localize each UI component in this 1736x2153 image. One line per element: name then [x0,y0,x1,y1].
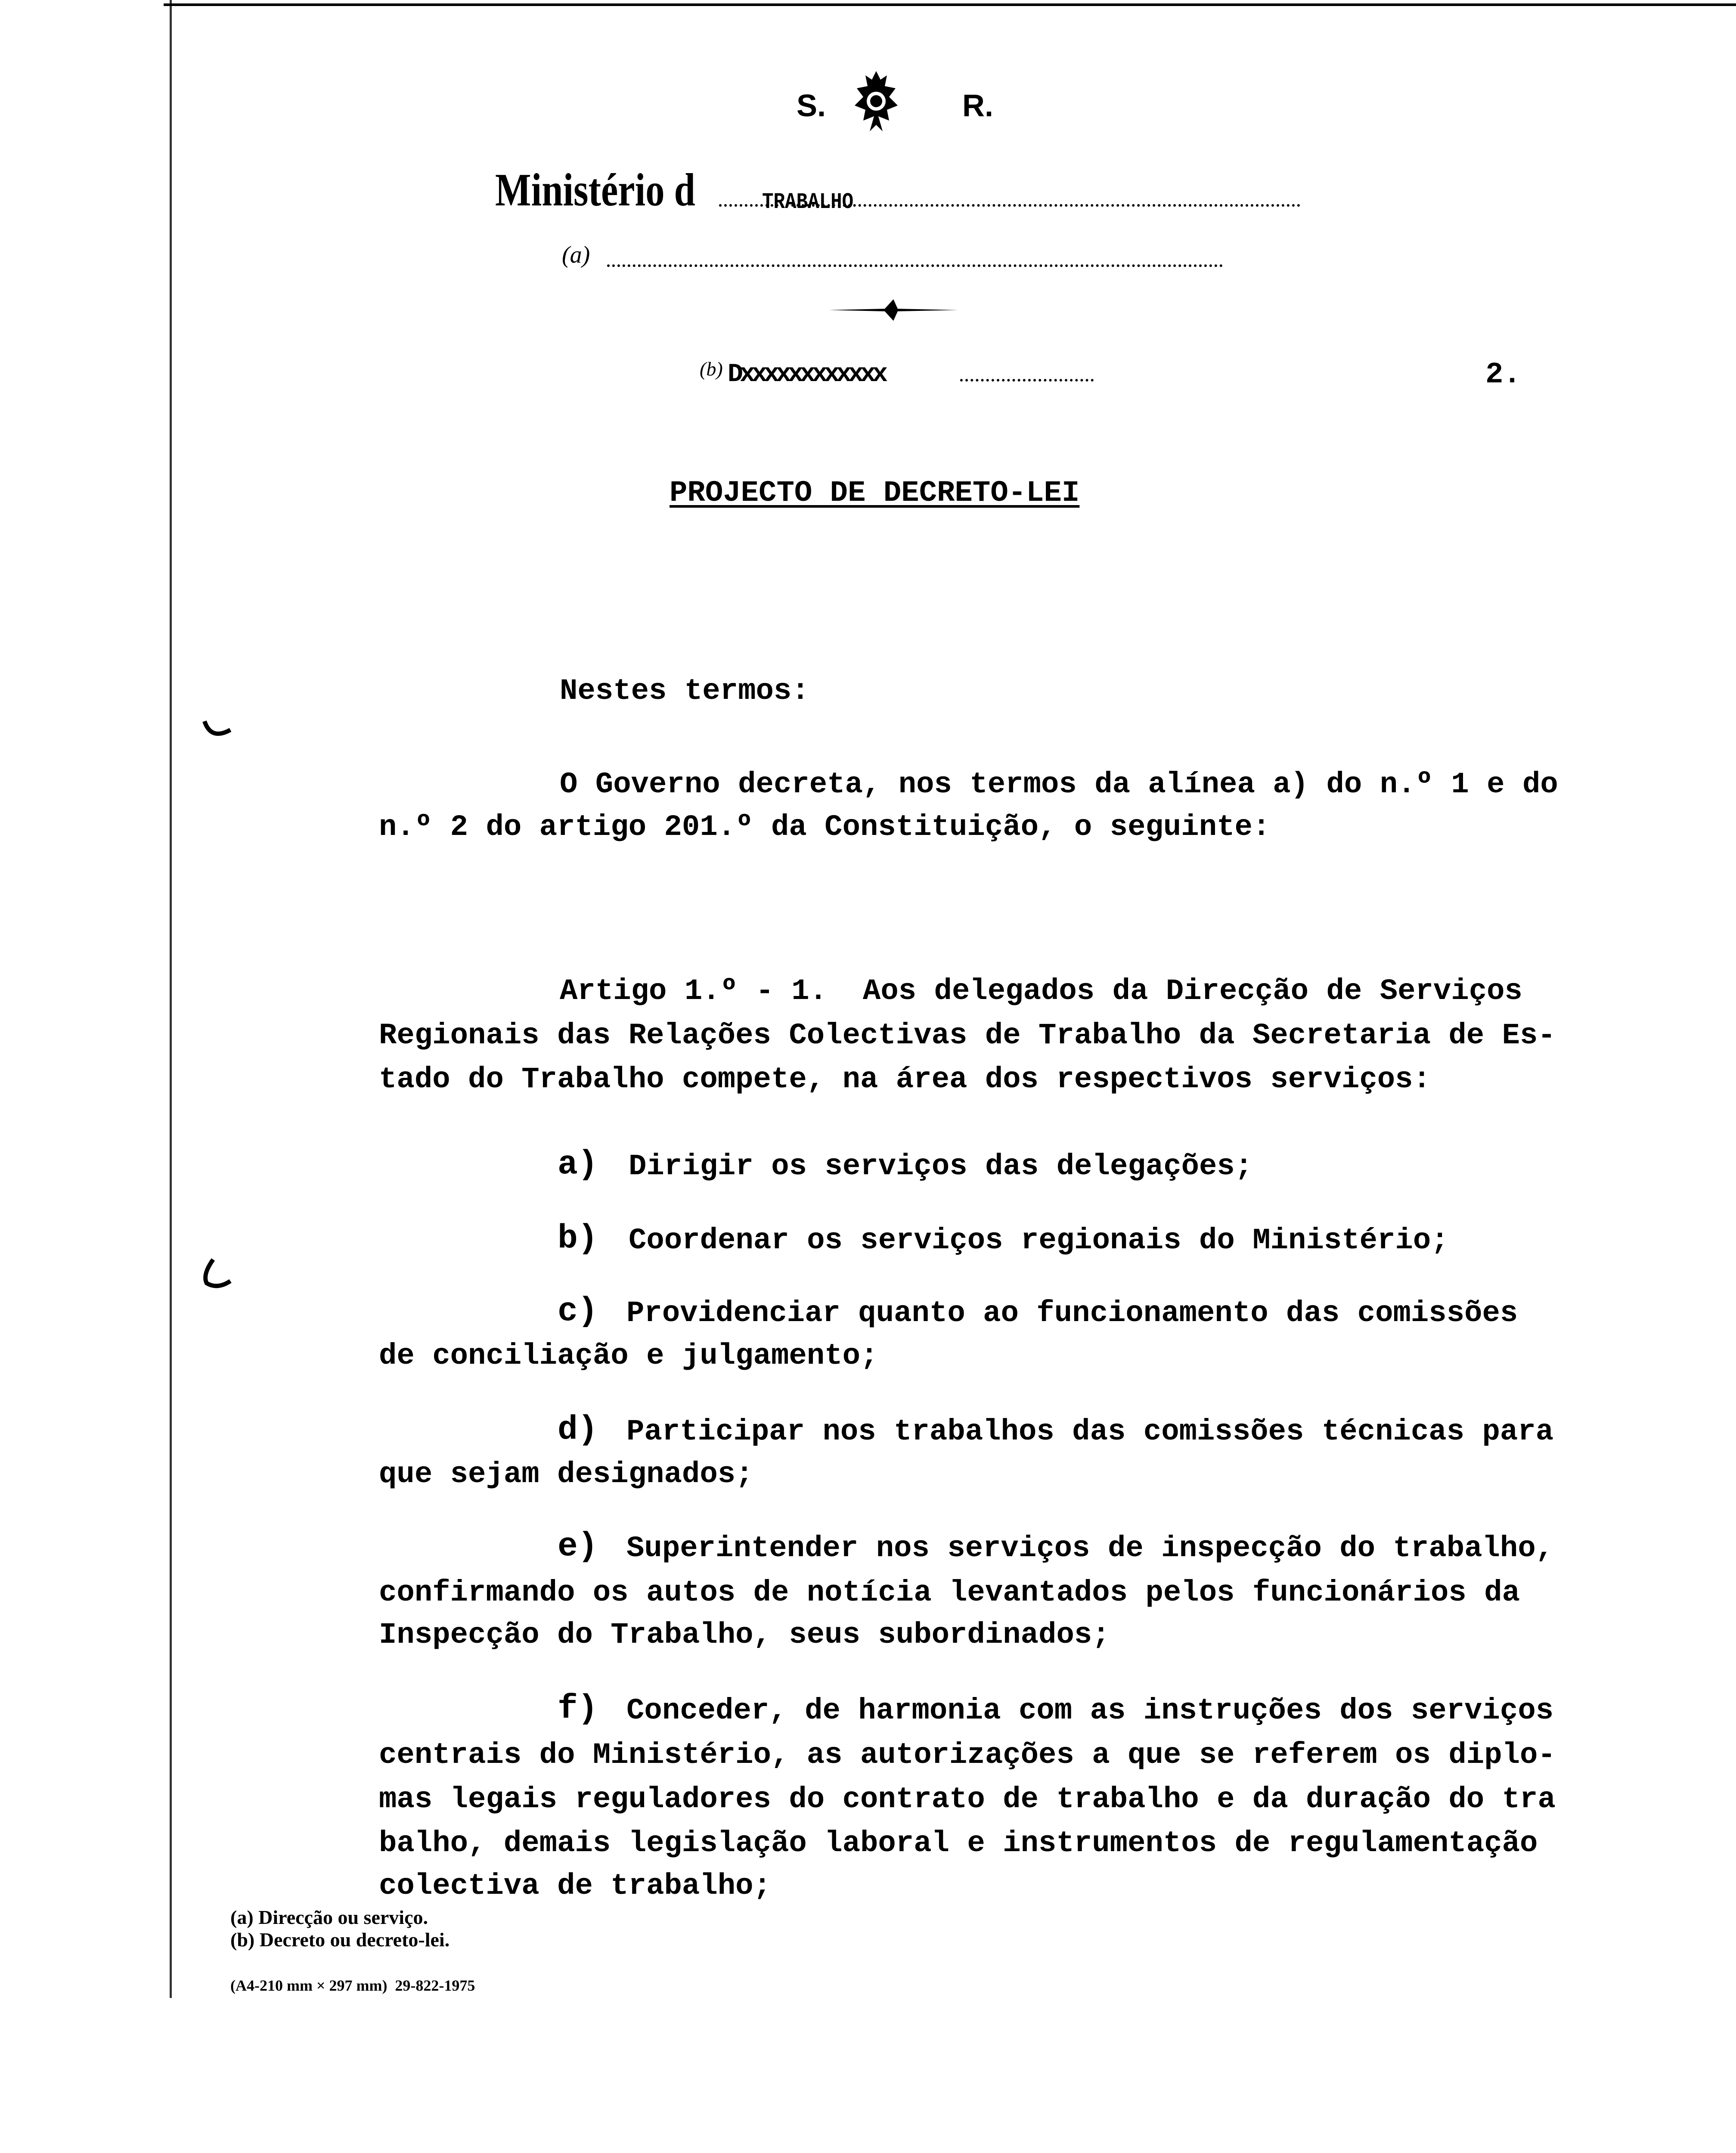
article-line: Artigo 1.º - 1. Aos delegados da Direcção de Serviços [560,974,1522,1008]
item-label: a) [558,1146,598,1184]
r-letter: R. [962,89,993,123]
item-line: Conceder, de harmonia com as instruções dos serviços [626,1694,1554,1728]
item-line: Providenciar quanto ao funcionamento das comissões [626,1297,1518,1330]
item-line: Participar nos trabalhos das comissões técnicas para [626,1415,1554,1449]
ministry-name: TRABALHO [762,189,854,215]
field-a-input[interactable] [607,250,1223,267]
item-line: que sejam designados; [379,1458,753,1491]
scan-left-edge [170,0,172,1998]
coat-of-arms-icon [850,69,902,133]
item-line: Superintender nos serviços de inspecção do trabalho, [626,1532,1554,1565]
item-label: e) [558,1528,598,1566]
decree-line: n.º 2 do artigo 201.º da Constituição, o seguinte: [379,810,1271,844]
item-label: f) [558,1690,598,1728]
item-line: Dirigir os serviços das delegações; [629,1150,1253,1183]
punch-mark-icon [202,719,232,745]
field-a-label: (a) [562,242,590,268]
s-letter: S. [797,89,826,123]
field-b-label: (b) [700,358,723,380]
item-line: de conciliação e julgamento; [379,1339,878,1373]
item-label: c) [558,1293,598,1331]
ministry-prefix: Ministério d [495,164,695,216]
item-line: centrais do Ministério, as autorizações a que se referem os diplo- [379,1738,1556,1772]
item-line: mas legais reguladores do contrato de trabalho e da duração do tra [379,1783,1556,1816]
page-number: 2. [1485,358,1521,391]
footnote: (b) Decreto ou decreto-lei. [230,1929,450,1951]
item-label: b) [558,1220,598,1258]
document-title: PROJECTO DE DECRETO-LEI [670,476,1080,510]
item-line: confirmando os autos de notícia levantados pelos funcionários da [379,1576,1520,1610]
punch-mark-icon [202,1257,232,1292]
item-line: balho, demais legislação laboral e instrumentos de regulamentação [379,1827,1538,1860]
ornament-divider-icon [829,299,958,321]
intro-text: Nestes termos: [560,674,809,708]
item-line: Coordenar os serviços regionais do Ministério; [629,1224,1449,1257]
article-line: Regionais das Relações Colectivas de Trabalho da Secretaria de Es- [379,1019,1556,1052]
ministry-field[interactable] [719,181,1300,215]
decree-line: O Governo decreta, nos termos da alínea a) do n.º 1 e do [560,768,1558,801]
item-label: d) [558,1411,598,1449]
item-line: Inspecção do Trabalho, seus subordinados; [379,1618,1110,1652]
field-b-value: Dxxxxxxxxxxxx [728,360,885,389]
article-line: tado do Trabalho compete, na área dos respectivos serviços: [379,1063,1431,1096]
item-line: colectiva de trabalho; [379,1869,771,1903]
print-info: (A4-210 mm × 297 mm) 29-822-1975 [230,1977,475,1994]
footnote: (a) Direcção ou serviço. [230,1906,428,1928]
scan-top-edge [164,3,1736,6]
field-b-input[interactable] [960,362,1094,382]
